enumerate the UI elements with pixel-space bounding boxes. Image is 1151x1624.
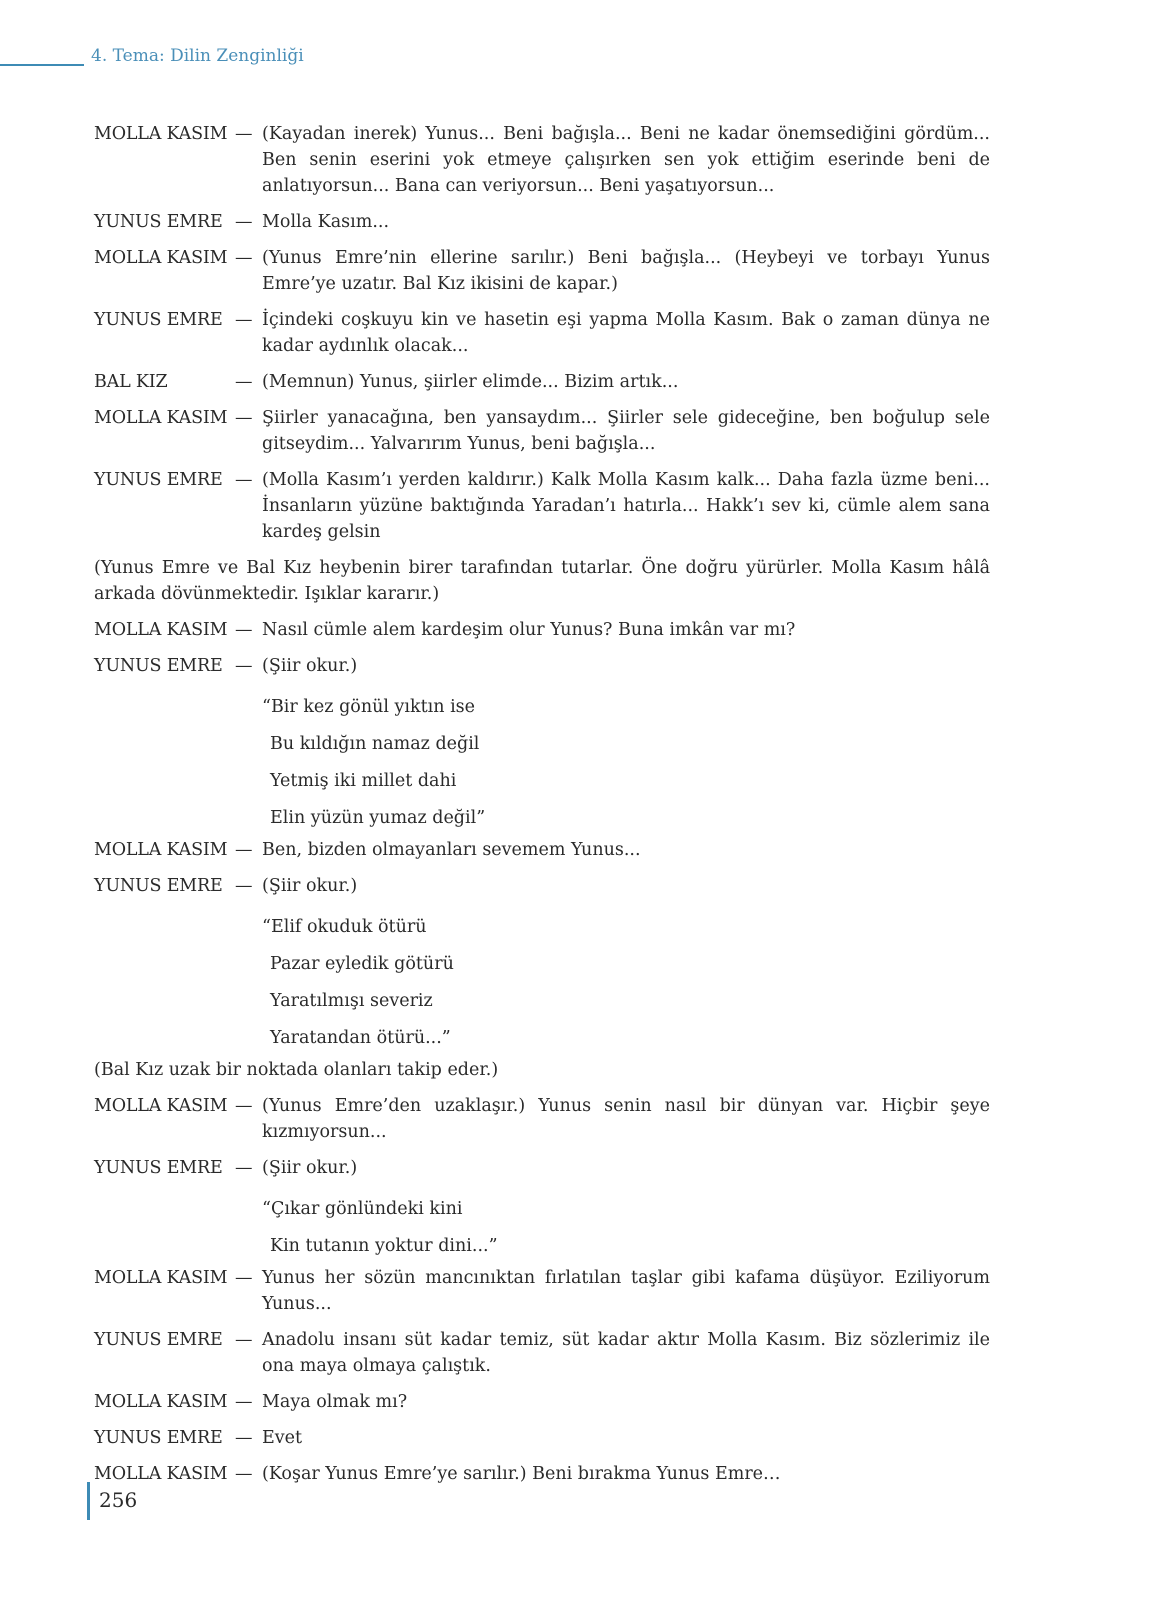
- speaker-name: YUNUS EMRE: [94, 656, 223, 676]
- speaker-name: MOLLA KASIM: [94, 408, 228, 428]
- dialogue-text: Anadolu insanı süt kadar temiz, süt kadar aktır Molla Kasım. Biz sözlerimiz ile ona maya olmaya çalıştık.: [262, 1330, 990, 1376]
- verse-line: Yetmiş iki millet dahi: [270, 771, 457, 791]
- speaker-name: YUNUS EMRE: [94, 212, 223, 232]
- verse-line: Pazar eyledik götürü: [270, 954, 454, 974]
- dialogue-text: (Molla Kasım’ı yerden kaldırır.) Kalk Molla Kasım kalk... Daha fazla üzme beni... İnsanların yüzüne baktığında Yaradan’ı hatırla... Hakk’ı sev ki, cümle alem sana kardeş gelsin: [262, 470, 990, 542]
- page-number-bar: [87, 1482, 90, 1520]
- speaker-name: MOLLA KASIM: [94, 1464, 228, 1484]
- verse-block: [262, 689, 990, 837]
- verse-line: “Elif okuduk ötürü: [262, 917, 427, 937]
- em-dash: —: [235, 372, 253, 392]
- dialogue-text: Molla Kasım...: [262, 212, 390, 232]
- dialogue-entry: [94, 121, 990, 199]
- header-rule: [0, 64, 84, 66]
- dialogue-text: Nasıl cümle alem kardeşim olur Yunus? Buna imkân var mı?: [262, 620, 796, 640]
- verse-line: “Çıkar gönlündeki kini: [262, 1199, 463, 1219]
- speaker-name: YUNUS EMRE: [94, 876, 223, 896]
- speaker-name: YUNUS EMRE: [94, 1158, 223, 1178]
- speaker-name: MOLLA KASIM: [94, 840, 228, 860]
- dialogue-entry: [94, 837, 990, 863]
- verse-line: Yaratılmışı severiz: [270, 991, 433, 1011]
- dialogue-text: (Memnun) Yunus, şiirler elimde... Bizim artık...: [262, 372, 679, 392]
- dialogue-entry: [94, 1155, 990, 1181]
- dialogue-entry: [94, 1461, 990, 1487]
- em-dash: —: [235, 408, 253, 428]
- em-dash: —: [235, 620, 253, 640]
- speaker-name: YUNUS EMRE: [94, 310, 223, 330]
- dialogue-entry: [94, 307, 990, 359]
- dialogue-text: Yunus her sözün mancınıktan fırlatılan taşlar gibi kafama düşüyor. Eziliyorum Yunus...: [262, 1268, 990, 1314]
- dialogue-text: (Yunus Emre’nin ellerine sarılır.) Beni bağışla... (Heybeyi ve torbayı Yunus Emre’ye uzatır. Bal Kız ikisini de kapar.): [262, 248, 990, 294]
- speaker-name: MOLLA KASIM: [94, 1392, 228, 1412]
- speaker-name: YUNUS EMRE: [94, 470, 223, 490]
- dialogue-text: Maya olmak mı?: [262, 1392, 408, 1412]
- dialogue-entry: [94, 1093, 990, 1145]
- dialogue-entry: [94, 1265, 990, 1317]
- em-dash: —: [235, 1096, 253, 1116]
- dialogue-entry: [94, 1425, 990, 1451]
- speaker-name: MOLLA KASIM: [94, 620, 228, 640]
- dialogue-text: (Şiir okur.): [262, 1158, 358, 1178]
- dialogue-entry: [94, 617, 990, 643]
- em-dash: —: [235, 1158, 253, 1178]
- verse-block: [262, 1191, 990, 1265]
- dialogue-text: Şiirler yanacağına, ben yansaydım... Şiirler sele gideceğine, ben boğulup sele gitseydim... Yalvarırım Yunus, beni bağışla...: [262, 408, 990, 454]
- speaker-name: MOLLA KASIM: [94, 248, 228, 268]
- verse-line: Elin yüzün yumaz değil”: [270, 808, 486, 828]
- dialogue-text: (Şiir okur.): [262, 876, 358, 896]
- dialogue-entry: [94, 405, 990, 457]
- dialogue-entry: [94, 467, 990, 545]
- em-dash: —: [235, 470, 253, 490]
- verse-block: [262, 909, 990, 1057]
- stage-direction: (Bal Kız uzak bir noktada olanları takip eder.): [94, 1060, 499, 1080]
- page-number: 256: [99, 1488, 138, 1512]
- speaker-name: MOLLA KASIM: [94, 1268, 228, 1288]
- speaker-name: MOLLA KASIM: [94, 1096, 228, 1116]
- dialogue-entry: [94, 1389, 990, 1415]
- speaker-name: BAL KIZ: [94, 372, 168, 392]
- em-dash: —: [235, 840, 253, 860]
- verse-line: “Bir kez gönül yıktın ise: [262, 697, 475, 717]
- dialogue-text: (Yunus Emre’den uzaklaşır.) Yunus senin nasıl bir dünyan var. Hiçbir şeye kızmıyorsun...: [262, 1096, 990, 1142]
- verse-line: Yaratandan ötürü...”: [270, 1028, 451, 1048]
- running-header: 4. Tema: Dilin Zenginliği: [91, 46, 304, 66]
- dialogue-entry: [94, 245, 990, 297]
- em-dash: —: [235, 1428, 253, 1448]
- speaker-name: MOLLA KASIM: [94, 124, 228, 144]
- em-dash: —: [235, 1392, 253, 1412]
- stage-direction: (Yunus Emre ve Bal Kız heybenin birer tarafından tutarlar. Öne doğru yürürler. Molla Kasım hâlâ arkada dövünmektedir. Işıklar kararır.): [94, 558, 990, 604]
- dialogue-entry: [94, 1327, 990, 1379]
- dialogue-text: Ben, bizden olmayanları sevemem Yunus...: [262, 840, 641, 860]
- dialogue-text: İçindeki coşkuyu kin ve hasetin eşi yapma Molla Kasım. Bak o zaman dünya ne kadar aydınlık olacak...: [262, 310, 990, 356]
- em-dash: —: [235, 1268, 253, 1288]
- verse-line: Kin tutanın yoktur dini...”: [270, 1236, 498, 1256]
- em-dash: —: [235, 1330, 253, 1350]
- em-dash: —: [235, 212, 253, 232]
- em-dash: —: [235, 1464, 253, 1484]
- em-dash: —: [235, 248, 253, 268]
- verse-line: Bu kıldığın namaz değil: [270, 734, 480, 754]
- em-dash: —: [235, 876, 253, 896]
- em-dash: —: [235, 124, 253, 144]
- dialogue-text: (Koşar Yunus Emre’ye sarılır.) Beni bırakma Yunus Emre…: [262, 1464, 781, 1484]
- dialogue-entry: [94, 873, 990, 899]
- speaker-name: YUNUS EMRE: [94, 1428, 223, 1448]
- dialogue-entry: [94, 653, 990, 679]
- play-text: [94, 121, 990, 1497]
- dialogue-text: Evet: [262, 1428, 303, 1448]
- em-dash: —: [235, 310, 253, 330]
- em-dash: —: [235, 656, 253, 676]
- dialogue-entry: [94, 209, 990, 235]
- dialogue-text: (Kayadan inerek) Yunus... Beni bağışla... Beni ne kadar önemsediğini gördüm... Ben senin eserini yok etmeye çalışırken sen yok ettiğim eserinde beni de anlatıyorsun... Bana can veriyorsun... Beni yaşatıyorsun...: [262, 124, 990, 196]
- dialogue-text: (Şiir okur.): [262, 656, 358, 676]
- speaker-name: YUNUS EMRE: [94, 1330, 223, 1350]
- dialogue-entry: [94, 369, 990, 395]
